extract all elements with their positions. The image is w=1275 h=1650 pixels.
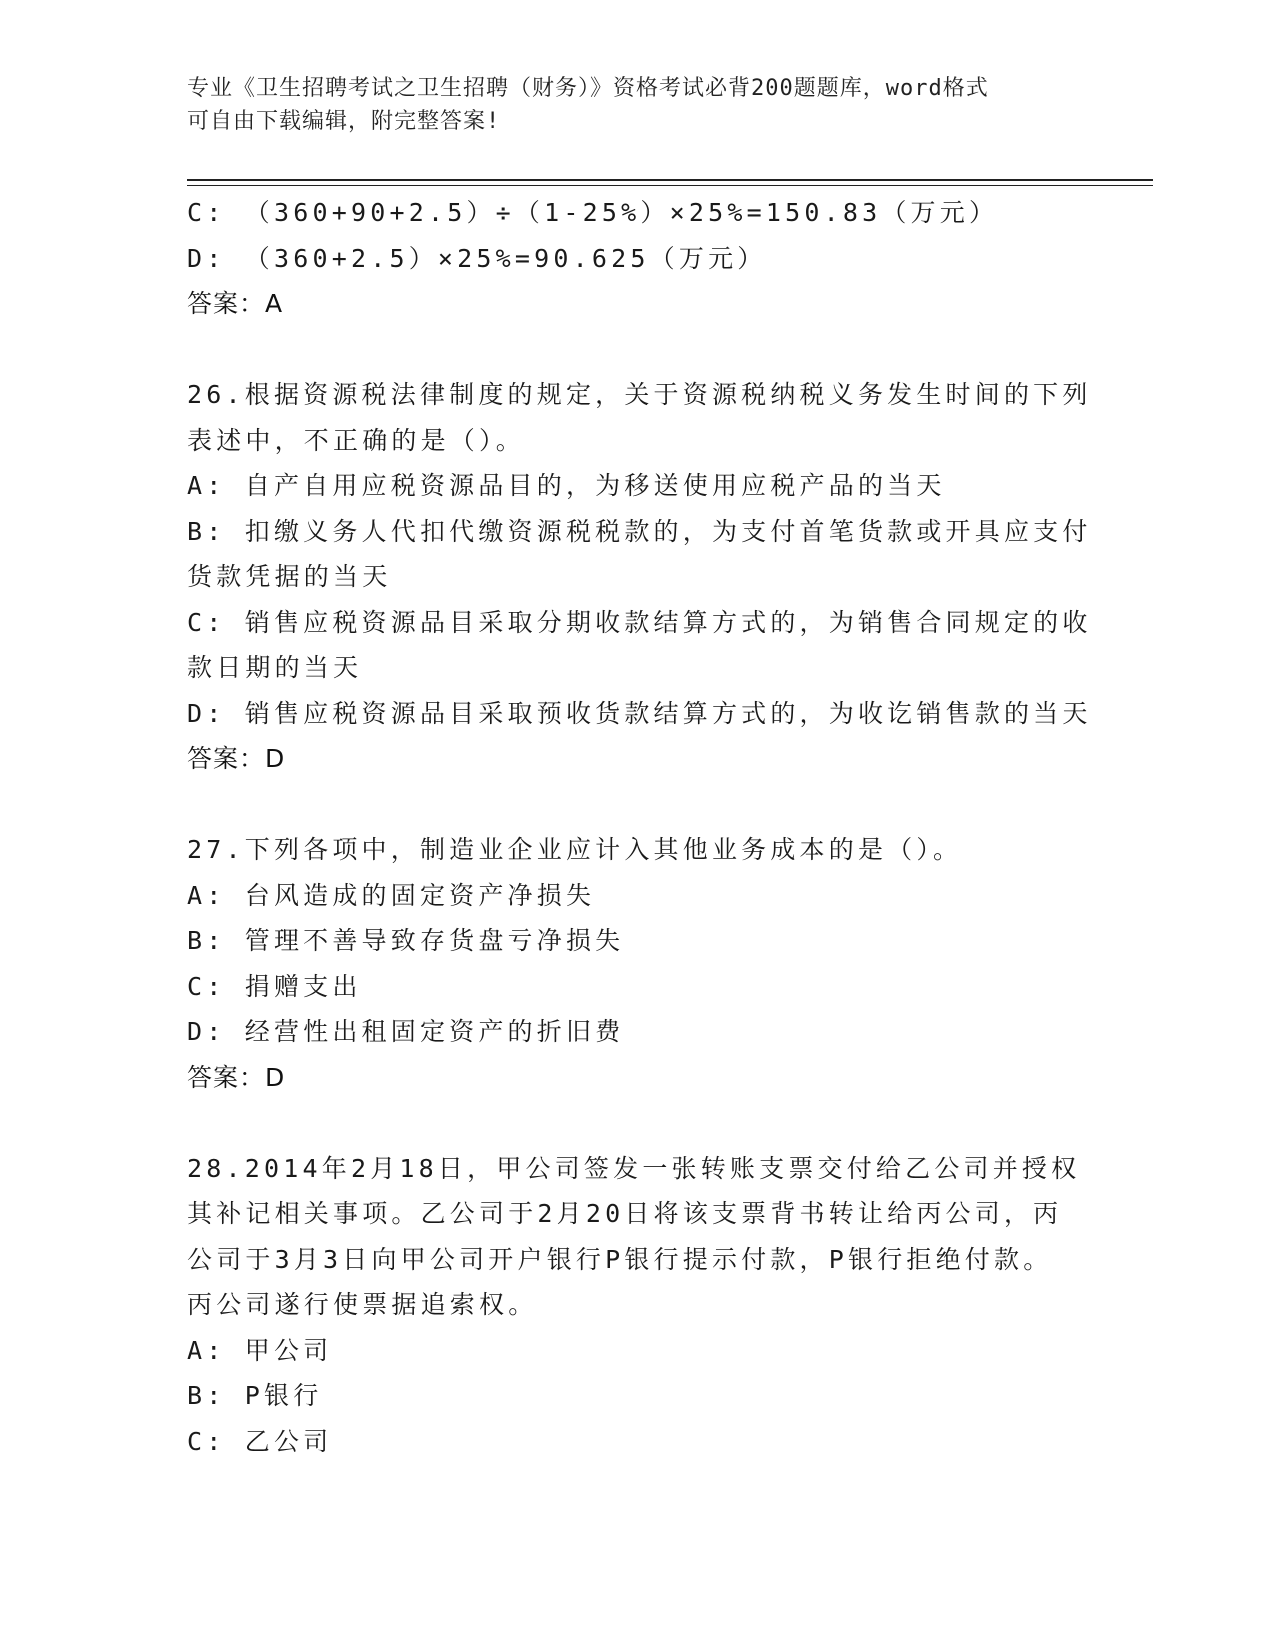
question-stem: 28.2014年2月18日，甲公司签发一张转账支票交付给乙公司并授权 [187,1153,1081,1183]
option-a: A: 自产自用应税资源品目的，为移送使用应税产品的当天 [187,471,946,500]
question-stem: 公司于3月3日向甲公司开户银行P银行提示付款，P银行拒绝付款。 [187,1244,1053,1274]
question-stem: 丙公司遂行使票据追索权。 [187,1290,538,1319]
option-d: D: 经营性出租固定资产的折旧费 [187,1017,625,1046]
option-d: D: （360+2.5）×25%=90.625（万元） [187,243,767,273]
option-b-continued: 货款凭据的当天 [187,562,392,591]
question-content [187,190,1092,1464]
option-c: C: 销售应税资源品目采取分期收款结算方式的，为销售合同规定的收 [187,607,1092,637]
question-26 [187,372,1092,782]
answer-line: 答案：D [187,1062,286,1092]
question-stem: 表述中，不正确的是（）。 [187,425,525,455]
option-c: C: 乙公司 [187,1426,333,1456]
answer-line: 答案：D [187,744,286,773]
option-c: C: 捐赠支出 [187,971,362,1001]
question-stem: 26.根据资源税法律制度的规定，关于资源税纳税义务发生时间的下列 [187,380,1092,409]
spacer [187,782,1087,828]
header-title-line-1: 专业《卫生招聘考试之卫生招聘（财务）》资格考试必背200题题库，word格式 [187,76,989,101]
option-a: A: 甲公司 [187,1335,333,1365]
question-28 [187,1146,1087,1465]
option-b: B: 管理不善导致存货盘亏净损失 [187,926,625,955]
header-divider-thin [187,185,1153,186]
option-c: C: （360+90+2.5）÷（1-25%）×25%=150.83（万元） [187,198,999,227]
previous-question-tail [187,190,1087,327]
document-header [187,72,1067,138]
question-stem: 27.下列各项中，制造业企业应计入其他业务成本的是（）。 [187,835,963,864]
option-b: B: 扣缴义务人代扣代缴资源税税款的，为支付首笔货款或开具应支付 [187,516,1092,546]
option-c-continued: 款日期的当天 [187,653,363,682]
answer-line: 答案：A [187,289,284,318]
option-b: B: P银行 [187,1381,323,1410]
option-a: A: 台风造成的固定资产净损失 [187,880,596,910]
option-d: D: 销售应税资源品目采取预收货款结算方式的，为收讫销售款的当天 [187,698,1092,728]
header-divider-thick [187,179,1153,181]
question-27 [187,827,1087,1100]
spacer [187,1100,1087,1146]
header-title-line-2: 可自由下载编辑，附完整答案! [187,109,501,134]
spacer [187,327,1087,373]
question-stem: 其补记相关事项。乙公司于2月20日将该支票背书转让给丙公司，丙 [187,1199,1063,1228]
